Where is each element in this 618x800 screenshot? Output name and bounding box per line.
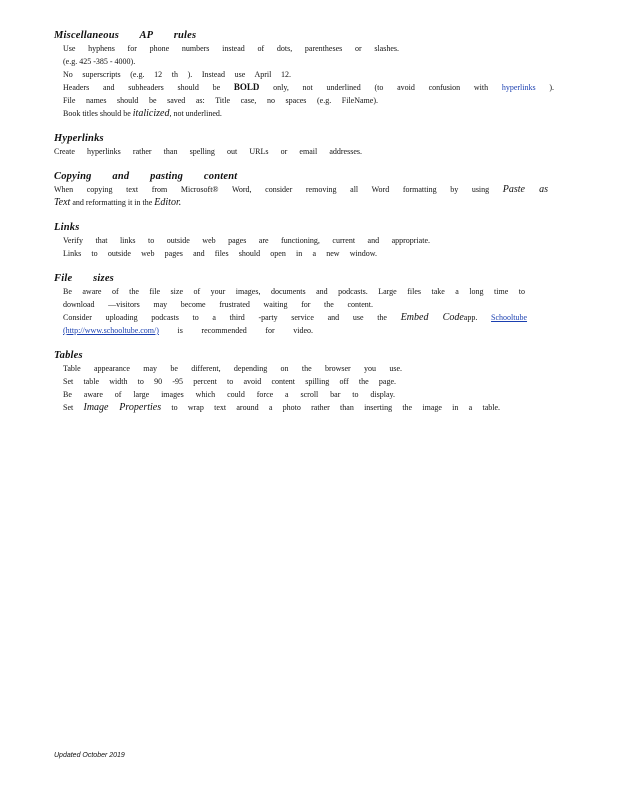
list-item: Verify that links to outside web pages are functioning, current and appropriate. <box>63 236 430 245</box>
heading-copying: Copying and pasting content <box>54 171 238 182</box>
schooltube-link[interactable]: Schooltube <box>491 313 528 322</box>
section-copying <box>54 171 559 209</box>
list-item: Set table width to 90 -95 percent to avoid content spilling off the page. <box>63 377 396 386</box>
list-item: File names should be saved as: Title case, no spaces (e.g. FileName). <box>63 96 378 105</box>
heading-links: Links <box>54 222 80 233</box>
list-item: Headers and subheaders should be BOLD only, not underlined (to avoid confusion with hyperlinks ). <box>63 82 555 92</box>
heading-tables: Tables <box>54 350 83 361</box>
list-item: Be aware of the file size of your images, documents and podcasts. Large files take a long time to <box>63 287 525 296</box>
document-page <box>54 30 559 427</box>
paragraph: Create hyperlinks rather than spelling out URLs or email addresses. <box>54 147 362 156</box>
section-file-sizes <box>54 273 559 337</box>
section-misc-ap-rules <box>54 30 559 120</box>
paragraph-line: When copying text from Microsoft® Word, consider removing all Word formatting by using Paste as <box>54 184 549 195</box>
list-item: Links to outside web pages and files should open in a new window. <box>63 249 377 258</box>
list-item-cont: (e.g. 425 -385 - 4000). <box>63 57 136 66</box>
list-item: Use hyphens for phone numbers instead of dots, parentheses or slashes. <box>63 44 399 53</box>
list-item: Consider uploading podcasts to a third -party service and use the Embed Codeapp. Schooltube <box>63 312 528 323</box>
section-links <box>54 222 559 260</box>
section-tables <box>54 350 559 414</box>
heading-hyperlinks: Hyperlinks <box>54 133 104 144</box>
list-item-cont: download —visitors may become frustrated waiting for the content. <box>63 300 373 309</box>
list-item: Table appearance may be different, depending on the browser you use. <box>63 364 402 373</box>
hyperlinks-link[interactable]: hyperlinks <box>501 83 536 92</box>
heading-file-sizes: File sizes <box>54 273 114 284</box>
section-hyperlinks <box>54 133 559 158</box>
paragraph-line: Text and reformatting it in the Editor. <box>54 197 182 208</box>
list-item: Book titles should be italicized, not underlined. <box>63 108 222 119</box>
footer-updated: Updated October 2019 <box>54 752 125 759</box>
list-item: Set Image Properties to wrap text around a photo rather than inserting the image in a table. <box>63 402 501 413</box>
schooltube-url-link[interactable]: (http://www.schooltube.com/) <box>63 326 159 335</box>
list-item: Be aware of large images which could force a scroll bar to display. <box>63 390 395 399</box>
heading-misc: Miscellaneous AP rules <box>54 30 197 41</box>
list-item-cont: (http://www.schooltube.com/) is recommended for video. <box>63 326 314 335</box>
list-item: No superscripts (e.g. 12 th ). Instead use April 12. <box>63 70 291 79</box>
